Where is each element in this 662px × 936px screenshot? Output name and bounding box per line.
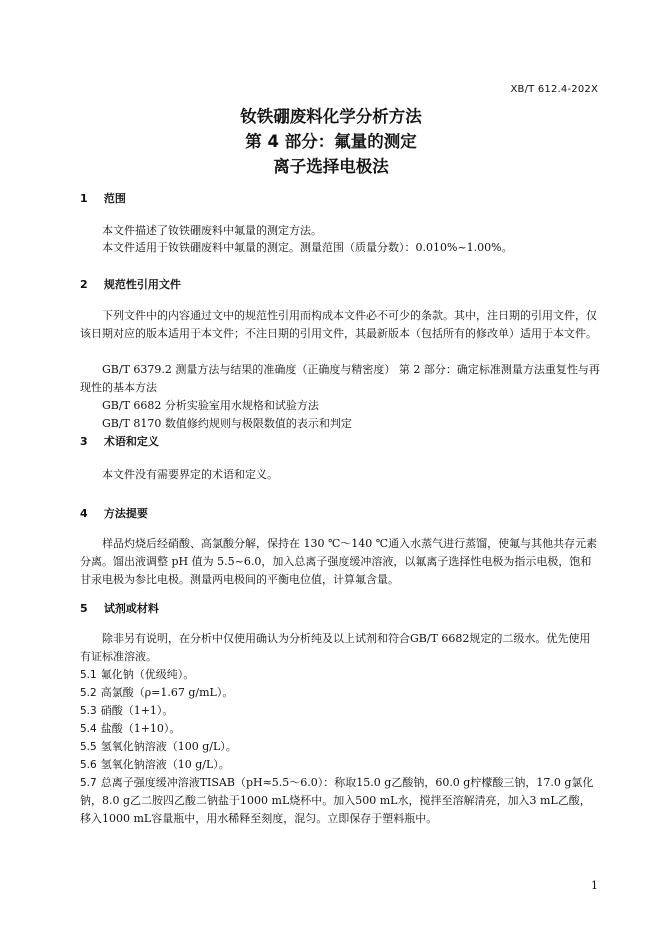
document-title [0,104,662,179]
section-number: 2 [80,278,88,291]
section-title: 范围 [103,192,126,205]
reagent-number: 5.3 [80,705,97,717]
reagent-number: 5.1 [80,669,97,681]
section-number: 1 [80,192,88,205]
section-number: 4 [80,507,88,520]
reagent-text: 氢氧化钠溶液（100 g/L）。 [100,740,237,753]
normative-reference: GB/T 6682 分析实验室用水规格和试验方法 [102,399,319,412]
section-4-heading [80,505,148,521]
section-5-paragraph-1: 除非另有说明，在分析中仅使用确认为分析纯及以上试剂和符合GB/T 6682规定的二级水。优先使用有证标准溶液。 [80,632,591,663]
reagent-number: 5.5 [80,741,97,753]
reagent-number: 5.6 [80,759,97,771]
reagent-item [80,684,600,702]
reagent-item [80,702,600,720]
normative-reference: GB/T 6379.2 测量方法与结果的准确度（正确度与精密度） 第 2 部分：确定标准测量方法重复性与再现性的基本方法 [80,363,600,394]
reagent-text: 硝酸（1+1）。 [100,704,174,717]
section-number: 3 [80,435,88,448]
section-3-paragraph-1: 本文件没有需要界定的术语和定义。 [102,468,278,481]
reagent-item [80,720,600,738]
section-5-heading [80,600,159,616]
section-number: 5 [80,602,88,615]
section-3-heading [80,433,159,449]
section-2-paragraph-1: 下列文件中的内容通过文中的规范性引用而构成本文件必不可少的条款。其中，注日期的引用文件，仅该日期对应的版本适用于本文件；不注日期的引用文件，其最新版本（包括所有的修改单）适用于本文件。 [80,309,597,340]
section-title: 方法提要 [103,507,148,520]
reagent-number: 5.7 [80,777,97,789]
section-1-paragraph-2: 本文件适用于钕铁硼废料中氟量的测定。测量范围（质量分数）：0.010%~1.00%。 [102,241,513,254]
title-line-3: 离子选择电极法 [273,157,389,176]
reagent-item [80,666,600,684]
reagent-text: 氟化钠（优级纯）。 [100,668,195,681]
reagent-number: 5.4 [80,723,97,735]
title-line-2: 第 4 部分：氟量的测定 [245,132,417,151]
section-title: 试剂或材料 [103,602,159,615]
section-title: 规范性引用文件 [103,278,181,291]
reagent-text: 氢氧化钠溶液（10 g/L）。 [100,758,230,771]
reagent-number: 5.2 [80,687,97,699]
section-2-heading [80,276,181,292]
reagent-text: 盐酸（1+10）。 [100,722,181,735]
reagent-item [80,756,600,774]
reagent-item [80,738,600,756]
section-1-heading [80,190,126,206]
section-title: 术语和定义 [103,435,159,448]
title-line-1: 钕铁硼废料化学分析方法 [240,107,422,126]
normative-reference: GB/T 8170 数值修约规则与极限数值的表示和判定 [102,417,352,430]
reagent-text: 高氯酸（ρ=1.67 g/mL）。 [100,686,234,699]
reagent-text: 总离子强度缓冲溶液TISAB（pH≈5.5～6.0）：称取15.0 g乙酸钠，60.0 g柠檬酸三钠，17.0 g氯化钠，8.0 g乙二胺四乙酸二钠盐于1000 mL烧杯中。加入500 mL水，搅拌至溶解清亮，加入3 mL乙酸，移入1000 mL容量瓶中，用水稀释至刻度，混匀。立即保存于塑料瓶中。 [80,776,594,825]
standard-code: XB/T 612.4-202X [510,84,598,95]
page-number: 1 [591,879,598,892]
section-1-paragraph-1: 本文件描述了钕铁硼废料中氟量的测定方法。 [102,224,322,237]
section-4-paragraph-1: 样品灼烧后经硝酸、高氯酸分解，保持在 130 ℃～140 ℃通入水蒸气进行蒸馏，使氟与其他共存元素分离。馏出液调整 pH 值为 5.5~6.0，加入总离子强度缓冲溶液，以氟离子选择性电极为指示电极，饱和甘汞电极为参比电极。测量两电极间的平衡电位值，计算氟含量。 [80,537,598,586]
reagent-item [80,774,600,828]
